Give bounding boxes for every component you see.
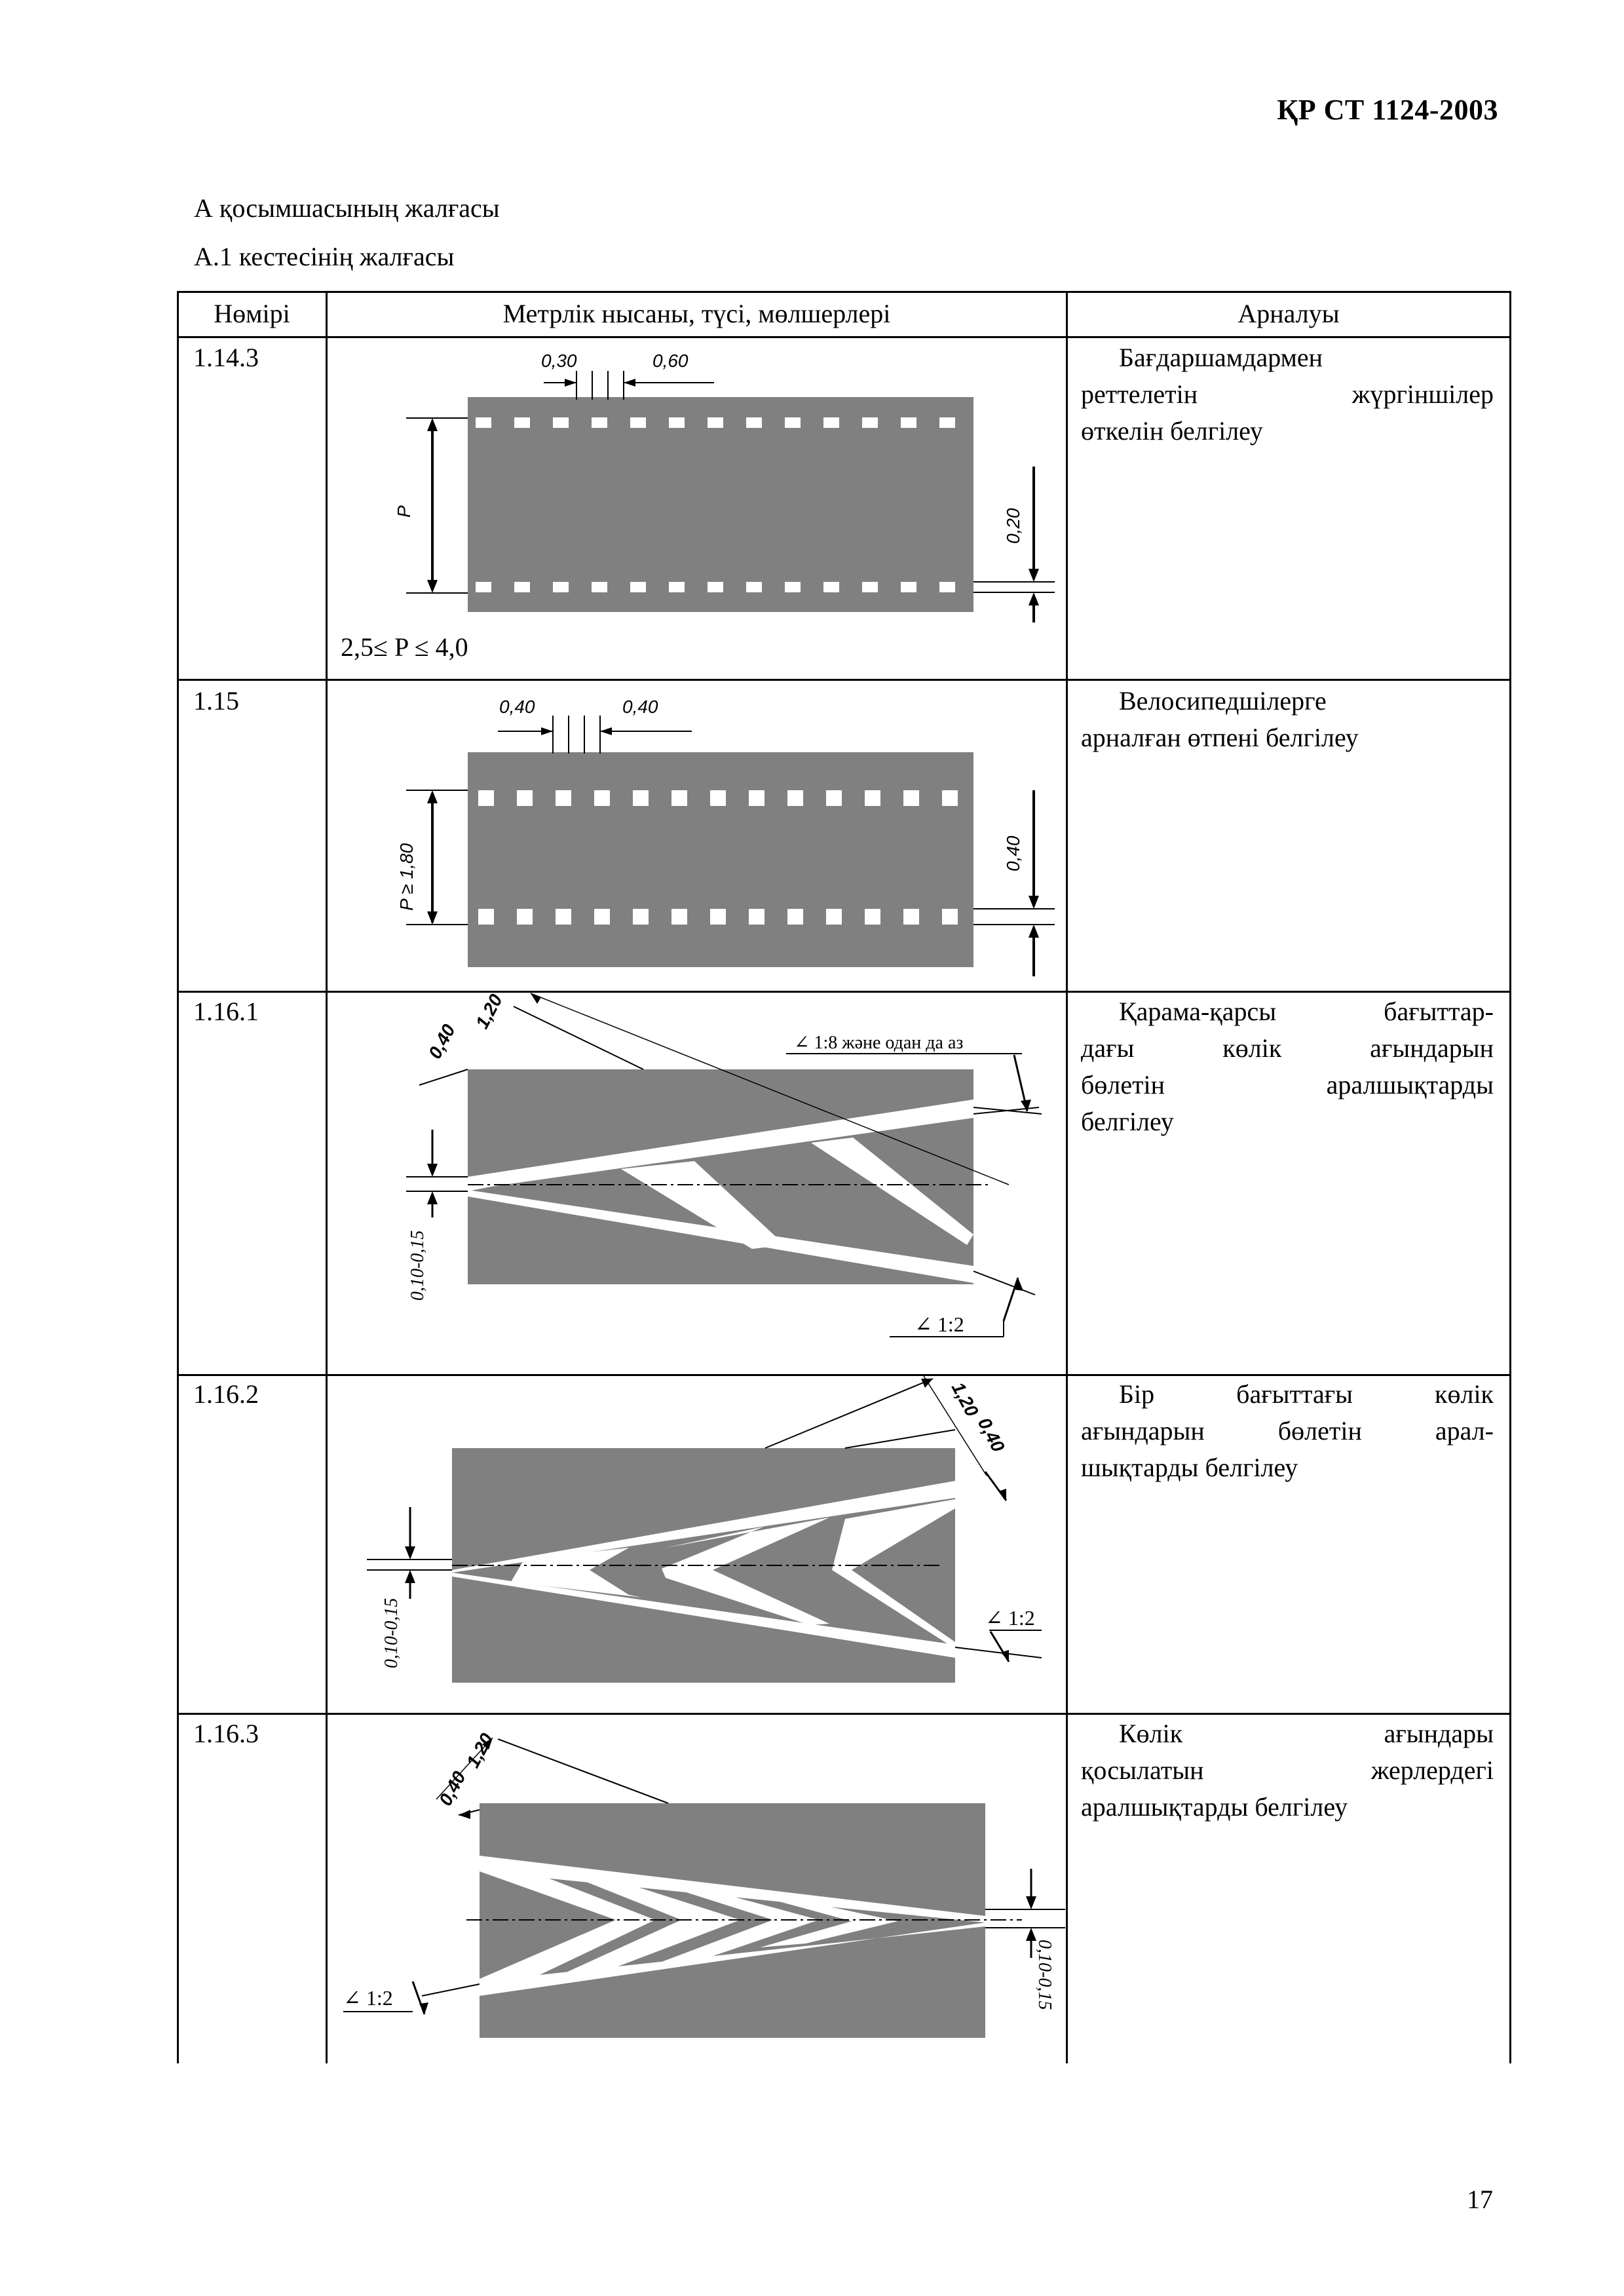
dimension-label: 0,20	[1003, 508, 1023, 544]
dimension-label: P	[394, 505, 414, 518]
dimension-label: 1,20	[462, 1730, 497, 1771]
dimension-label: 0,40	[424, 1021, 459, 1062]
purpose-line: бөлетін аралшықтарды	[1081, 1070, 1494, 1100]
purpose-line: аралшықтарды белгілеу	[1081, 1792, 1348, 1822]
dimension-label: 0,10-0,15	[407, 1230, 428, 1301]
dimension-note: 2,5≤ P ≤ 4,0	[341, 632, 468, 662]
dimension-label: 0,60	[652, 351, 689, 371]
angle-label: ∠ 1:8 және одан да аз	[794, 1033, 964, 1053]
dimension-label: 1,20	[471, 991, 506, 1032]
purpose-line: өткелін белгілеу	[1081, 416, 1263, 446]
dimension-label: 0,40	[622, 697, 658, 717]
row-number: 1.14.3	[193, 343, 259, 372]
dimension-label: 0,40	[499, 697, 535, 717]
table-continuation: А.1 кестесінің жалғасы	[194, 242, 455, 271]
purpose-line: реттелетін жүргіншілер	[1081, 379, 1494, 409]
dimension-label: 0,10-0,15	[381, 1598, 402, 1668]
purpose-line: белгілеу	[1081, 1107, 1174, 1136]
purpose-line: Көлік ағындары	[1119, 1719, 1494, 1748]
angle-label: ∠ 1:2	[343, 1986, 393, 2010]
angle-label: ∠ 1:2	[915, 1312, 964, 1336]
dimension-label: 0,30	[541, 351, 577, 371]
dimension-label: 0,40	[1003, 835, 1023, 871]
purpose-line: шықтарды белгілеу	[1081, 1453, 1298, 1482]
page-number: 17	[1467, 2185, 1493, 2214]
dimension-label: 0,10-0,15	[1034, 1940, 1055, 2010]
purpose-line: қосылатын жерлердегі	[1081, 1755, 1494, 1785]
row-number: 1.15	[193, 686, 239, 716]
purpose-line: Қарама-қарсы бағыттар-	[1119, 997, 1494, 1026]
row-number: 1.16.2	[193, 1379, 259, 1409]
dimension-label: 0,40	[973, 1414, 1009, 1455]
dimension-label: 0,40	[434, 1768, 470, 1809]
row-number: 1.16.1	[193, 997, 259, 1026]
row-number: 1.16.3	[193, 1719, 259, 1748]
purpose-line: дағы көлік ағындарын	[1081, 1033, 1494, 1063]
purpose-line: ағындарын бөлетін арал-	[1081, 1416, 1494, 1445]
purpose-line: Бағдаршамдармен	[1119, 343, 1323, 372]
purpose-line: арналған өтпені белгілеу	[1081, 723, 1359, 752]
appendix-continuation: А қосымшасының жалғасы	[194, 193, 500, 223]
dimension-label: 1,20	[947, 1379, 983, 1420]
column-header-number: Нөмірі	[214, 299, 290, 328]
dimension-label: P ≥ 1,80	[396, 843, 417, 911]
purpose-line: Велосипедшілерге	[1119, 686, 1327, 716]
column-header-form: Метрлік нысаны, түсі, мөлшерлері	[502, 299, 891, 328]
column-header-purpose: Арналуы	[1237, 299, 1340, 328]
document-code: ҚР СТ 1124-2003	[1277, 94, 1498, 126]
angle-label: ∠ 1:2	[985, 1606, 1035, 1630]
purpose-line: Бір бағыттағы көлік	[1119, 1379, 1494, 1409]
